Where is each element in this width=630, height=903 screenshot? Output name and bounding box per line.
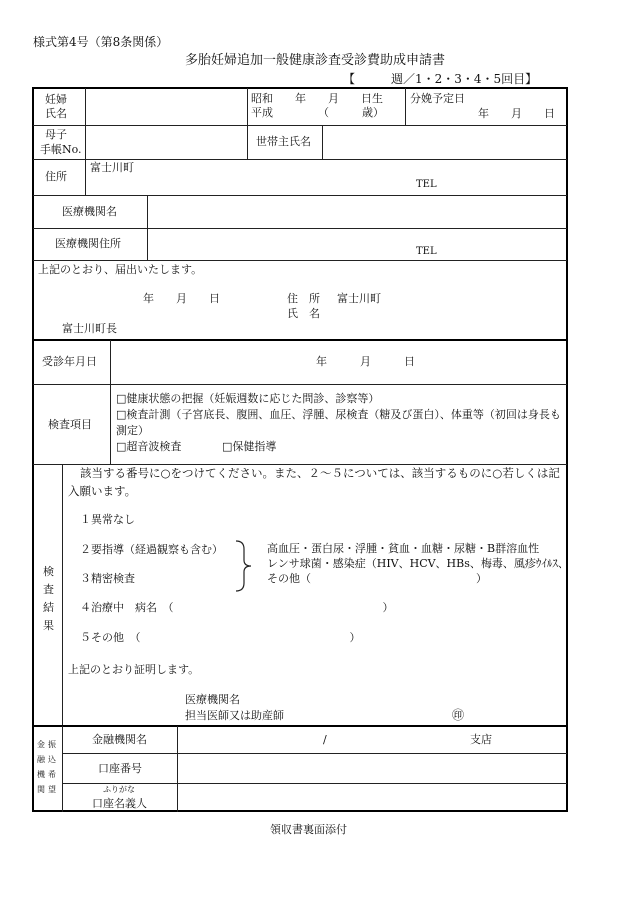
pregnant-name-label-2: 氏名 <box>45 107 67 120</box>
bank-side-char-r1: 振 <box>48 740 56 749</box>
address-tel-label: TEL <box>416 179 437 190</box>
account-holder-label: 口座名義人 <box>92 797 147 810</box>
results-label-char-2: 査 <box>43 583 54 596</box>
account-holder-field[interactable] <box>180 786 565 810</box>
furigana-label: ふりがな <box>103 785 135 794</box>
address-value: 富士川町 <box>90 161 134 174</box>
result-option-normal[interactable]: １異常なし <box>80 513 135 526</box>
result-option-under-treatment[interactable]: ４治療中 病名 （ ） <box>80 601 394 614</box>
declarant-name-label: 氏 名 <box>287 307 320 320</box>
handbook-label-1: 母子 <box>45 128 67 141</box>
brace-item-line-1: 高血圧・蛋白尿・浮腫・貧血・血糖・尿糖・B群溶血性 <box>267 542 540 555</box>
result-option-other[interactable]: ５その他 （ ） <box>80 631 361 644</box>
result-option-guidance[interactable]: ２要指導（経過観察も含む） <box>80 543 223 556</box>
declarant-address-value: 富士川町 <box>337 292 381 305</box>
footer-note: 領収書裏面添付 <box>270 823 347 836</box>
exam-item-health-check[interactable]: □健康状態の把握（妊娠週数に応じた問診、診察等） <box>116 392 380 405</box>
bank-slash: / <box>323 733 327 746</box>
birth-era-heisei: 平成 <box>251 106 273 119</box>
institution-name-label: 医療機関名 <box>62 205 117 218</box>
certifier-doctor-label: 担当医師又は助産師 <box>185 709 284 722</box>
brace-icon <box>234 539 254 593</box>
institution-tel-label: TEL <box>416 246 437 257</box>
certify-text: 上記のとおり証明します。 <box>68 663 200 676</box>
results-label-char-4: 果 <box>43 619 54 632</box>
brace-item-line-2: レンサ球菌・感染症（HIV、HCV、HBs、梅毒、風疹ｳｲﾙｽ、 <box>267 557 569 570</box>
certifier-institution-label: 医療機関名 <box>185 693 240 706</box>
exam-item-ultrasound[interactable]: □超音波検査 <box>116 440 182 453</box>
institution-name-field[interactable] <box>150 197 565 226</box>
due-date-ymd: 年 月 日 <box>478 107 555 120</box>
bank-side-char-r2: 込 <box>48 755 56 764</box>
results-instruction: 該当する番号に○をつけてください。また、２～５については、該当するものに○若しくは記入願います。 <box>68 466 560 498</box>
pregnant-name-field[interactable] <box>88 90 244 123</box>
bank-side-char-r4: 望 <box>48 785 56 794</box>
exam-date-value: 年 月 日 <box>316 355 415 368</box>
result-option-detailed-exam[interactable]: ３精密検査 <box>80 572 135 585</box>
institution-address-label: 医療機関住所 <box>55 237 121 250</box>
form-number: 様式第4号（第8条関係） <box>33 35 169 49</box>
birth-era-showa: 昭和 <box>251 92 273 105</box>
exam-date-label: 受診年月日 <box>42 355 97 368</box>
bank-side-char-l2: 融 <box>37 755 45 764</box>
results-label-char-1: 検 <box>43 565 54 578</box>
exam-item-health-guidance[interactable]: □保健指導 <box>222 440 277 453</box>
handbook-number-field[interactable] <box>88 127 244 157</box>
handbook-label-2: 手帳No. <box>40 143 82 156</box>
account-number-label: 口座番号 <box>98 762 142 775</box>
declaration-text: 上記のとおり、届出いたします。 <box>38 263 203 276</box>
household-head-label: 世帯主氏名 <box>256 135 311 148</box>
birth-ymd: 年 月 日生 <box>295 92 383 105</box>
results-label-char-3: 結 <box>43 601 54 614</box>
bank-name-field[interactable] <box>180 728 565 751</box>
declarant-address-label: 住 所 <box>287 292 320 305</box>
brace-item-line-3: その他（ ） <box>267 572 487 585</box>
due-date-label: 分娩予定日 <box>410 92 465 105</box>
household-head-field[interactable] <box>325 127 565 157</box>
declaration-date: 年 月 日 <box>143 292 220 305</box>
exam-items-label: 検査項目 <box>48 418 92 431</box>
form-title: 多胎妊婦追加一般健康診査受診費助成申請書 <box>185 53 446 68</box>
bank-side-char-l1: 金 <box>37 740 45 749</box>
seal-icon: ㊞ <box>452 708 465 722</box>
exam-item-measurement[interactable]: □検査計測（子宮底長、腹囲、血圧、浮腫、尿検査（糖及び蛋白）、体重等（初回は身長も測定） <box>116 408 561 437</box>
bank-side-char-r3: 希 <box>48 770 56 779</box>
bank-side-char-l3: 機 <box>37 770 45 779</box>
age: （ 歳） <box>318 106 384 119</box>
account-number-field[interactable] <box>180 756 565 781</box>
address-label: 住所 <box>45 170 67 183</box>
pregnant-name-label-1: 妊婦 <box>45 93 67 106</box>
bank-branch-label: 支店 <box>470 733 492 746</box>
bank-side-char-l4: 関 <box>37 785 45 794</box>
addressee: 富士川町長 <box>62 322 117 335</box>
visit-bracket: 【 週／1・2・3・4・5回目】 <box>343 72 538 86</box>
bank-name-label: 金融機関名 <box>92 733 147 746</box>
